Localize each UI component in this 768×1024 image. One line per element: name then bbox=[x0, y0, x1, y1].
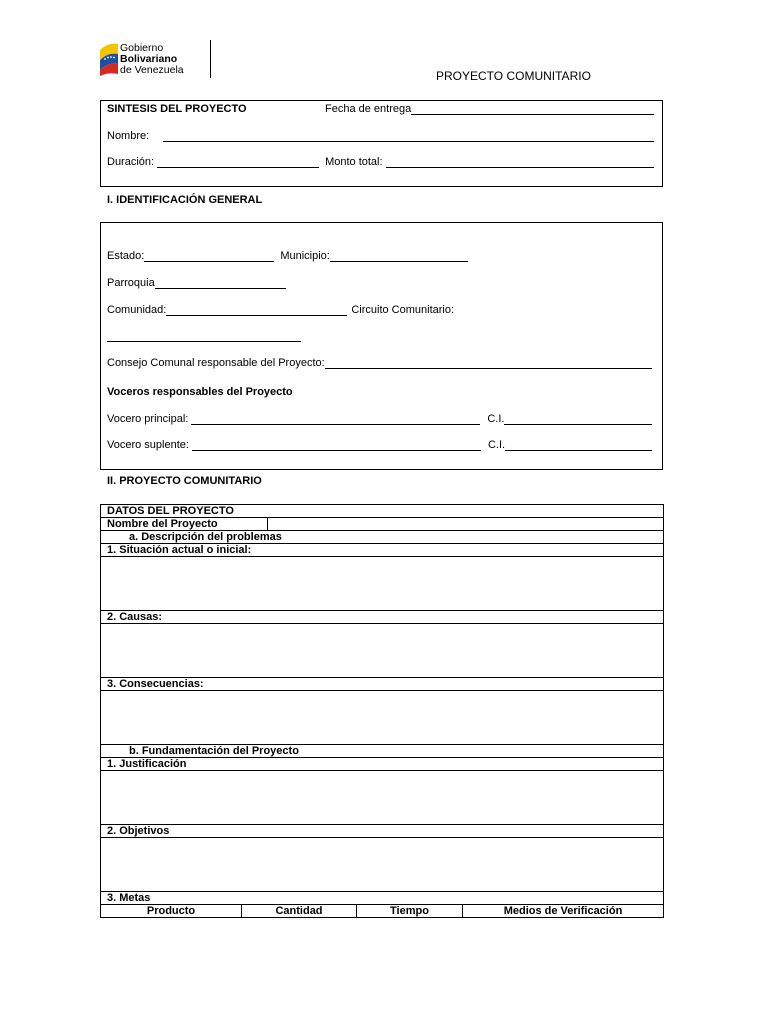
estado-field[interactable] bbox=[144, 251, 274, 262]
estado-label: Estado: bbox=[107, 250, 145, 262]
column-header-medios: Medios de Verificación bbox=[463, 905, 664, 918]
situacion-cell: 1. Situación actual o inicial: bbox=[101, 544, 664, 557]
ci-principal-field[interactable] bbox=[504, 414, 652, 425]
metas-cell: 3. Metas bbox=[101, 892, 664, 905]
table-row bbox=[101, 505, 664, 518]
duracion-field[interactable] bbox=[157, 157, 319, 168]
monto-label: Monto total: bbox=[325, 156, 383, 168]
circuito-field[interactable] bbox=[107, 331, 301, 342]
nombre-proyecto-field[interactable] bbox=[268, 518, 664, 531]
table-row bbox=[101, 557, 664, 611]
voceros-heading: Voceros responsables del Proyecto bbox=[107, 386, 293, 398]
situacion-field[interactable] bbox=[101, 557, 664, 611]
table-row bbox=[101, 678, 664, 691]
vocero-principal-label: Vocero principal: bbox=[107, 413, 189, 425]
table-row bbox=[101, 518, 664, 531]
descripcion-cell: a. Descripción del problemas bbox=[101, 531, 664, 544]
ci-principal-label: C.I. bbox=[487, 413, 505, 425]
comunidad-field[interactable] bbox=[166, 305, 347, 316]
fecha-field[interactable] bbox=[411, 104, 654, 115]
consejo-label: Consejo Comunal responsable del Proyecto: bbox=[107, 357, 325, 369]
justificacion-cell: 1. Justificación bbox=[101, 758, 664, 771]
causas-field[interactable] bbox=[101, 624, 664, 678]
column-header-tiempo: Tiempo bbox=[357, 905, 463, 918]
vocero-suplente-label: Vocero suplente: bbox=[107, 439, 189, 451]
government-logo bbox=[98, 40, 216, 80]
table-row bbox=[101, 838, 664, 892]
logo-line-2: Bolivariano bbox=[120, 53, 178, 65]
column-header-cantidad: Cantidad bbox=[242, 905, 357, 918]
identificacion-heading: I. IDENTIFICACIÓN GENERAL bbox=[107, 194, 263, 206]
duracion-label: Duración: bbox=[107, 156, 155, 168]
consecuencias-field[interactable] bbox=[101, 691, 664, 745]
table-row bbox=[101, 905, 664, 918]
objetivos-field[interactable] bbox=[101, 838, 664, 892]
consecuencias-cell: 3. Consecuencias: bbox=[101, 678, 664, 691]
datos-cell: DATOS DEL PROYECTO bbox=[101, 505, 664, 518]
ci-suplente-field[interactable] bbox=[505, 440, 652, 451]
logo-text bbox=[120, 43, 184, 76]
table-row bbox=[101, 544, 664, 557]
objetivos-cell: 2. Objetivos bbox=[101, 825, 664, 838]
table-row bbox=[101, 531, 664, 544]
circuito-label: Circuito Comunitario: bbox=[351, 304, 455, 316]
sintesis-heading: SINTESIS DEL PROYECTO bbox=[107, 103, 247, 115]
nombre-field[interactable] bbox=[163, 131, 654, 142]
nombre-proyecto-cell: Nombre del Proyecto bbox=[101, 518, 268, 531]
consejo-field[interactable] bbox=[325, 358, 652, 369]
municipio-field[interactable] bbox=[330, 251, 468, 262]
identificacion-box bbox=[100, 222, 663, 470]
causas-cell: 2. Causas: bbox=[101, 611, 664, 624]
column-header-producto: Producto bbox=[101, 905, 242, 918]
table-row bbox=[101, 745, 664, 758]
fecha-label: Fecha de entrega bbox=[325, 103, 412, 115]
table-row bbox=[101, 825, 664, 838]
monto-field[interactable] bbox=[386, 157, 654, 168]
comunidad-label: Comunidad: bbox=[107, 304, 167, 316]
fundamentacion-cell: b. Fundamentación del Proyecto bbox=[101, 745, 664, 758]
parroquia-field[interactable] bbox=[155, 278, 286, 289]
sintesis-box bbox=[100, 100, 663, 187]
table-row bbox=[101, 611, 664, 624]
logo-line-3: de Venezuela bbox=[120, 64, 184, 76]
table-row bbox=[101, 624, 664, 678]
proyecto-heading: II. PROYECTO COMUNITARIO bbox=[107, 475, 262, 487]
parroquia-label: Parroquia bbox=[107, 277, 155, 289]
document-title: PROYECTO COMUNITARIO bbox=[436, 69, 591, 83]
table-row bbox=[101, 758, 664, 771]
table-row bbox=[101, 691, 664, 745]
justificacion-field[interactable] bbox=[101, 771, 664, 825]
proyecto-table bbox=[100, 504, 664, 918]
vocero-principal-field[interactable] bbox=[191, 414, 480, 425]
table-row bbox=[101, 892, 664, 905]
venezuela-flag-icon bbox=[98, 40, 120, 76]
nombre-label: Nombre: bbox=[107, 130, 150, 142]
municipio-label: Municipio: bbox=[280, 250, 330, 262]
table-row bbox=[101, 771, 664, 825]
ci-suplente-label: C.I. bbox=[487, 439, 506, 451]
logo-divider bbox=[210, 40, 211, 78]
logo-line-1: Gobierno bbox=[120, 42, 164, 54]
vocero-suplente-field[interactable] bbox=[192, 440, 481, 451]
